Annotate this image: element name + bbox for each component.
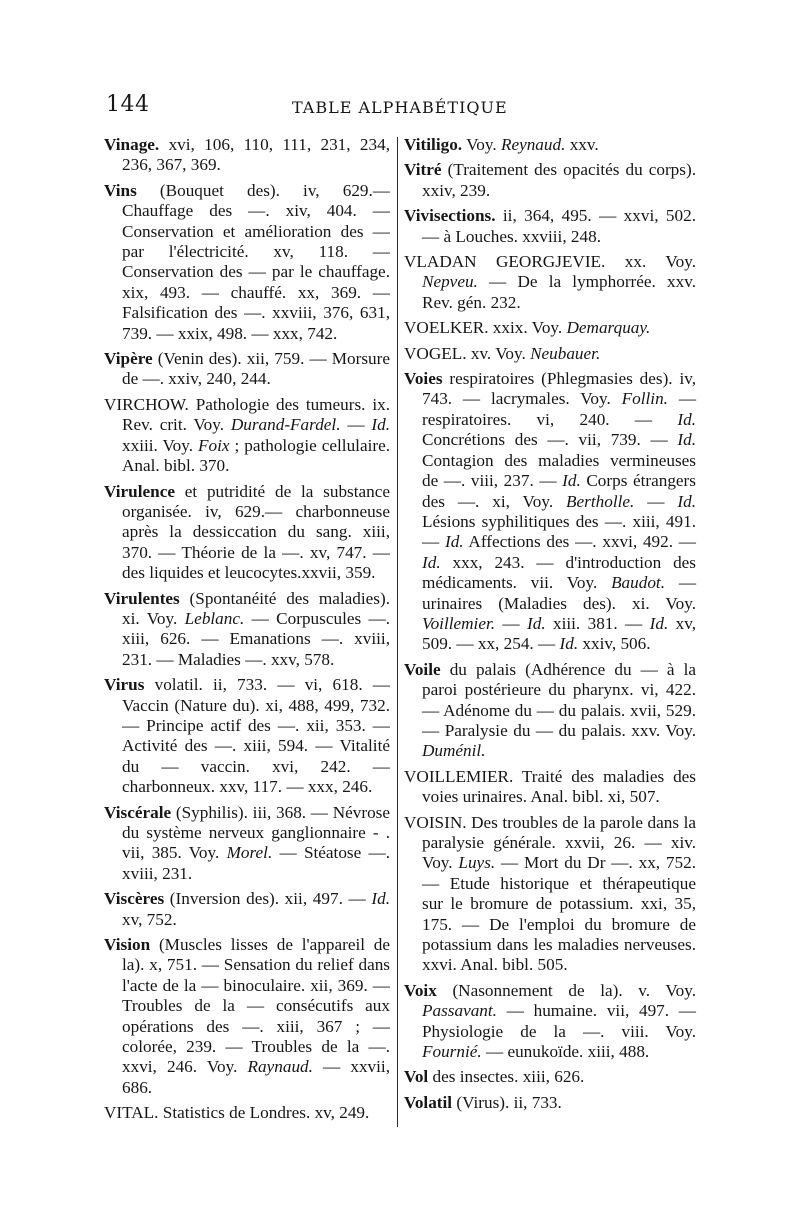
entry-reference-name: Durand-Fardel. bbox=[230, 415, 341, 435]
entry-text: Corps étrangers des —. xi, Voy. bbox=[422, 471, 696, 511]
entry-text: xxx, 243. — d'introduction des médicaments. vii. Voy. bbox=[422, 552, 696, 593]
entry-reference-name: Neubauer. bbox=[530, 343, 601, 363]
entry-headword: Voies bbox=[404, 369, 443, 389]
index-entry bbox=[404, 369, 696, 655]
entry-reference-name: Luys. bbox=[458, 853, 496, 873]
index-entry bbox=[104, 803, 390, 885]
entry-reference-name: Duménil. bbox=[422, 741, 486, 761]
entry-headword: Vitiligo. bbox=[404, 135, 463, 154]
index-entry bbox=[104, 135, 390, 176]
entry-reference-name: Morel. bbox=[226, 843, 273, 863]
entry-headword: Vipère bbox=[104, 349, 153, 369]
index-entry bbox=[104, 589, 390, 671]
entry-headword: VOELKER. bbox=[404, 318, 489, 338]
entry-reference-name: Id. bbox=[371, 889, 390, 909]
entry-headword: Vitré bbox=[404, 160, 442, 180]
entry-headword: Vins bbox=[104, 180, 137, 200]
entry-text: (Muscles lisses de l'appareil de la). x, 751. — Sensation du relief dans l'acte de la — binoculaire. xii, 369. — Troubles de la — consécutifs aux opérations des —. xiii, 367 ; — colorée, 239. — Troubles de la —. xxvi, 246. Voy. bbox=[122, 935, 390, 1077]
page-number: 144 bbox=[106, 92, 150, 117]
entry-reference-name: Nepveu. bbox=[422, 272, 478, 292]
running-title: TABLE ALPHABÉTIQUE bbox=[292, 98, 508, 117]
entry-reference-name: Demarquay. bbox=[566, 318, 651, 338]
entry-reference-name: Leblanc. bbox=[184, 608, 245, 628]
index-entry bbox=[104, 181, 390, 344]
index-entry bbox=[404, 1067, 696, 1087]
index-entry bbox=[404, 660, 696, 762]
entry-reference-name: Id. bbox=[562, 471, 581, 491]
entry-text: xx. Voy. bbox=[605, 252, 696, 272]
entry-headword: Vinage. bbox=[104, 135, 160, 154]
entry-reference-name: Fournié. bbox=[422, 1042, 482, 1062]
entry-reference-name: Id. bbox=[559, 634, 579, 654]
entry-text: des insectes. xiii, 626. bbox=[428, 1067, 585, 1087]
entry-text: Traité des maladies des voies urinaires. Anal. bibl. xi, 507. bbox=[422, 766, 696, 807]
entry-text: (Syphilis). iii, 368. — Névrose du système nerveux ganglionnaire - . vii, 385. Voy. bbox=[122, 802, 390, 863]
index-entry bbox=[404, 206, 696, 247]
entry-headword: VOGEL. bbox=[404, 343, 467, 363]
index-entry bbox=[404, 344, 696, 364]
entry-headword: VOISIN. bbox=[404, 812, 467, 832]
index-column-left bbox=[104, 135, 390, 1129]
column-divider bbox=[397, 137, 398, 1127]
entry-text: — eunukoïde. xiii, 488. bbox=[481, 1042, 650, 1062]
entry-headword: Vivisections. bbox=[404, 206, 496, 226]
index-entry bbox=[104, 482, 390, 584]
entry-text: xv. Voy. bbox=[466, 343, 531, 363]
entry-text: (Bouquet des). iv, 629.— Chauffage des —. xiv, 404. — Conservation et amélioration des — par l'électricité. xv, 118. — Conservation des — par le chauffage. xix, 493. — chauffé. xx, 369. — Falsification des —. xxviii, 376, 631, 739. — xxix, 498. — xxx, 742. bbox=[122, 180, 390, 343]
entry-text: volatil. ii, 733. — vi, 618. — Vaccin (Nature du). xi, 488, 499, 732. — Principe actif des —. xii, 353. — Activité des —. xiii, 594. — Vitalité du — vaccin. xvi, 242. — charbonneux. xxv, 117. — xxx, 246. bbox=[122, 675, 390, 797]
entry-text: — humaine. vii, 497. — Physiologie de la —. viii. Voy. bbox=[422, 1001, 696, 1041]
entry-text: Des troubles de la parole dans la paralysie générale. xxvii, 26. — xiv. Voy. bbox=[422, 812, 696, 873]
entry-text: et putridité de la substance organisée. iv, 629.— charbonneuse après la dessiccation du sang. xiii, 370. — Théorie de la —. xv, 747. — des liquides et leucocytes.xxvii, 359. bbox=[122, 481, 390, 583]
entry-reference-name: Voillemier. bbox=[422, 613, 496, 633]
entry-headword: Voix bbox=[404, 980, 437, 1000]
entry-text: Pathologie des tumeurs. ix. Rev. crit. Voy. bbox=[122, 394, 390, 435]
entry-text: xxiii. Voy. bbox=[122, 435, 199, 455]
entry-text: ii, 364, 495. — xxvi, 502. — à Louches. xxviii, 248. bbox=[422, 206, 696, 246]
entry-text: Lésions syphilitiques des —. xiii, 491. — bbox=[422, 511, 696, 552]
entry-reference-name: Id. bbox=[649, 613, 669, 633]
entry-text: (Nasonnement de la). v. Voy. bbox=[436, 980, 696, 1000]
entry-reference-name: Id. bbox=[677, 430, 696, 450]
index-entry bbox=[404, 252, 696, 313]
entry-text: — De la lymphorrée. xxv. Rev. gén. 232. bbox=[422, 272, 696, 312]
entry-text: du palais (Adhérence du — à la paroi postérieure du pharynx. vi, 422. — Adénome du — du palais. xvii, 529. — Paralysie du — du palais. xxv. Voy. bbox=[422, 659, 696, 740]
index-entry bbox=[404, 318, 696, 338]
entry-text: respiratoires (Phlegmasies des). iv, 743. — lacrymales. Voy. bbox=[422, 369, 696, 409]
entry-text: xxiv, 506. bbox=[578, 634, 651, 654]
entry-headword: VITAL. bbox=[104, 1103, 159, 1123]
entry-text: Affections des —. xxvi, 492. — bbox=[463, 532, 696, 552]
entry-headword: VOILLEMIER. bbox=[404, 766, 514, 786]
entry-text: — bbox=[340, 415, 372, 435]
entry-reference-name: Id. bbox=[422, 552, 441, 572]
entry-text: — bbox=[634, 491, 678, 511]
index-entry bbox=[404, 813, 696, 976]
entry-headword: Virulence bbox=[104, 481, 175, 501]
entry-text: Concrétions des —. vii, 739. — bbox=[422, 430, 678, 450]
entry-headword: VLADAN GEORGJEVIE. bbox=[404, 252, 606, 272]
entry-reference-name: Reynaud. bbox=[500, 135, 566, 154]
entry-text: — Corpuscules —. xiii, 626. — Emanations —. xviii, 231. — Maladies —. xxv, 578. bbox=[122, 608, 390, 669]
entry-text: (Inversion des). xii, 497. — bbox=[164, 889, 372, 909]
entry-text: (Traitement des opacités du corps). xxiv, 239. bbox=[422, 160, 696, 200]
entry-text: — Mort du Dr —. xx, 752. — Etude historique et thérapeutique sur le bromure de potassium. xxi, 35, 175. — De l'emploi du bromure de potassium dans les maladies nerveuses. xxvi. Anal. bibl. 505. bbox=[422, 853, 696, 975]
entry-headword: Viscères bbox=[104, 889, 165, 909]
entry-text: (Venin des). xii, 759. — Morsure de —. xxiv, 240, 244. bbox=[122, 349, 390, 389]
entry-reference-name: Id. bbox=[677, 409, 696, 429]
entry-reference-name: Bertholle. bbox=[566, 491, 635, 511]
index-column-right bbox=[404, 135, 696, 1118]
entry-text: Voy. bbox=[462, 135, 501, 154]
entry-reference-name: Id. bbox=[527, 613, 546, 633]
entry-reference-name: Id. bbox=[371, 415, 390, 435]
entry-headword: Volatil bbox=[404, 1092, 453, 1112]
entry-text: xiii. 381. — bbox=[545, 613, 650, 633]
entry-text: (Virus). ii, 733. bbox=[452, 1092, 562, 1112]
entry-headword: Viscérale bbox=[104, 802, 172, 822]
entry-text: xv, 752. bbox=[122, 909, 177, 929]
entry-headword: Vol bbox=[404, 1067, 429, 1087]
entry-headword: Vision bbox=[104, 935, 151, 955]
index-entry bbox=[104, 1103, 390, 1123]
entry-text: xvi, 106, 110, 111, 231, 234, 236, 367, 369. bbox=[122, 135, 390, 175]
entry-text: — xxvii, 686. bbox=[122, 1057, 390, 1097]
entry-headword: VIRCHOW. bbox=[104, 394, 189, 414]
index-entry bbox=[404, 160, 696, 201]
entry-reference-name: Raynaud. bbox=[247, 1057, 313, 1077]
entry-text: — bbox=[495, 613, 527, 633]
entry-text: Contagion des maladies vermineuses de —. viii, 237. — bbox=[422, 450, 696, 491]
entry-text: — urinaires (Maladies des). xi. Voy. bbox=[422, 573, 696, 613]
entry-reference-name: Passavant. bbox=[422, 1001, 497, 1021]
entry-text: Statistics de Londres. xv, 249. bbox=[158, 1103, 370, 1123]
index-entry bbox=[404, 135, 696, 155]
entry-text: (Spontanéité des maladies). xi. Voy. bbox=[122, 588, 390, 628]
index-entry bbox=[404, 981, 696, 1063]
entry-text: xxix. Voy. bbox=[488, 318, 567, 338]
index-entry bbox=[104, 935, 390, 1098]
index-entry bbox=[104, 675, 390, 797]
index-entry bbox=[104, 349, 390, 390]
entry-headword: Virulentes bbox=[104, 588, 180, 608]
entry-reference-name: Baudot. bbox=[611, 573, 666, 593]
entry-reference-name: Id. bbox=[444, 532, 464, 552]
index-entry bbox=[104, 395, 390, 477]
entry-headword: Virus bbox=[104, 675, 145, 695]
entry-reference-name: Foix bbox=[198, 435, 230, 455]
entry-headword: Voile bbox=[404, 659, 441, 679]
entry-reference-name: Id. bbox=[677, 491, 696, 511]
entry-text: xv, 509. — xx, 254. — bbox=[422, 613, 696, 654]
entry-text: ; pathologie cellulaire. Anal. bibl. 370. bbox=[122, 435, 390, 476]
entry-text: — respiratoires. vi, 240. — bbox=[422, 389, 697, 429]
index-entry bbox=[404, 767, 696, 808]
entry-reference-name: Follin. bbox=[621, 389, 668, 409]
entry-text: xxv. bbox=[565, 135, 599, 154]
index-entry bbox=[404, 1093, 696, 1113]
entry-text: — Stéatose —. xviii, 231. bbox=[122, 843, 390, 883]
index-entry bbox=[104, 889, 390, 930]
